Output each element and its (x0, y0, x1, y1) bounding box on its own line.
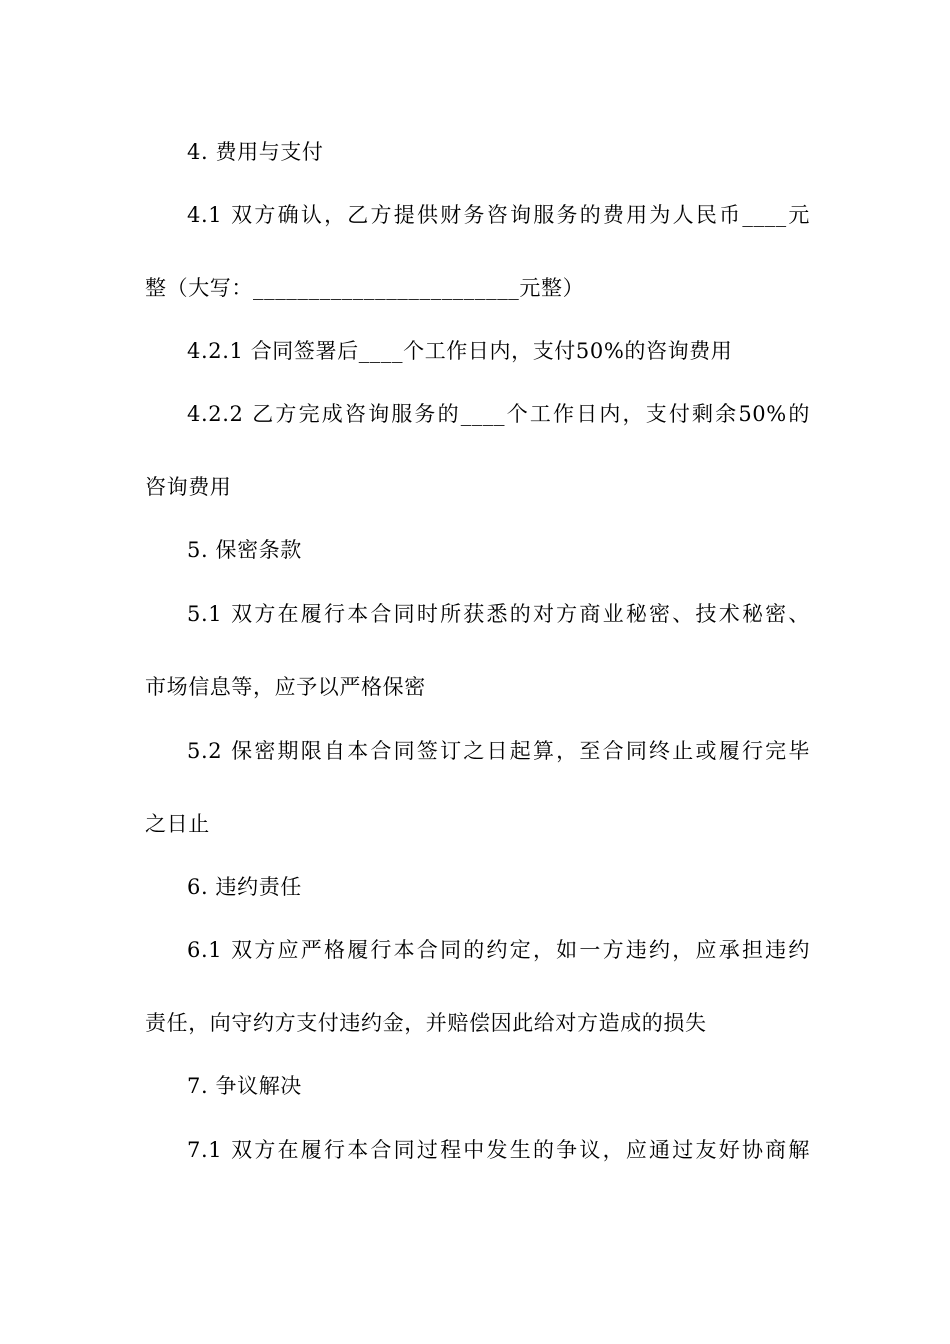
section-heading-dispute: 7. 争议解决 (187, 1074, 302, 1098)
clause-5-1-line-1: 5.1 双方在履行本合同时所获悉的对方商业秘密、技术秘密、 (187, 602, 810, 626)
clause-4-2-2-line-1: 4.2.2 乙方完成咨询服务的____个工作日内，支付剩余50%的 (187, 402, 810, 426)
section-heading-confidentiality: 5. 保密条款 (187, 538, 302, 562)
clause-6-1-line-1: 6.1 双方应严格履行本合同的约定，如一方违约，应承担违约 (187, 938, 810, 962)
clause-4-2-2-line-2: 咨询费用 (145, 475, 232, 499)
clause-4-2-1: 4.2.1 合同签署后____个工作日内，支付50%的咨询费用 (187, 339, 733, 363)
clause-4-1-line-2: 整（大写：________________________元整） (145, 276, 585, 300)
section-heading-fees: 4. 费用与支付 (187, 140, 324, 164)
clause-6-1-line-2: 责任，向守约方支付违约金，并赔偿因此给对方造成的损失 (145, 1011, 707, 1035)
clause-4-1-line-1: 4.1 双方确认，乙方提供财务咨询服务的费用为人民币____元 (187, 203, 810, 227)
clause-7-1-line-1: 7.1 双方在履行本合同过程中发生的争议，应通过友好协商解 (187, 1138, 810, 1162)
section-heading-liability: 6. 违约责任 (187, 875, 302, 899)
clause-5-2-line-1: 5.2 保密期限自本合同签订之日起算，至合同终止或履行完毕 (187, 739, 810, 763)
clause-5-1-line-2: 市场信息等，应予以严格保密 (145, 675, 426, 699)
clause-5-2-line-2: 之日止 (145, 812, 210, 836)
